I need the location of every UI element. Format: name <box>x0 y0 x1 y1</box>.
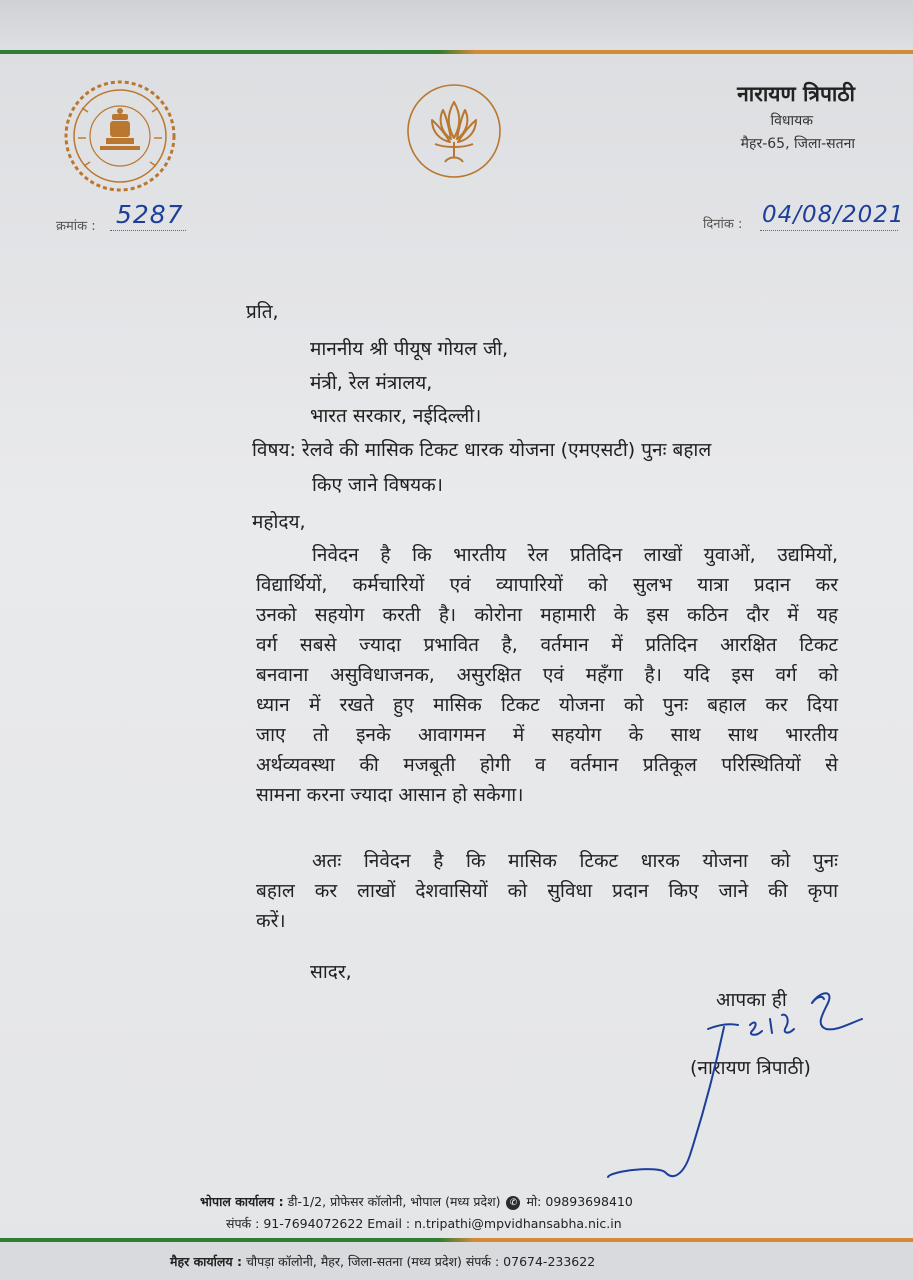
maihar-office-label: मैहर कार्यालय : <box>170 1254 242 1269</box>
paragraph-line: करें। <box>256 910 286 932</box>
subject-line-2: किए जाने विषयक। <box>312 474 443 496</box>
mla-designation: विधायक <box>770 113 813 129</box>
maihar-office-address: चौपड़ा कॉलोनी, मैहर, जिला-सतना (मध्य प्रदेश) <box>245 1254 462 1269</box>
bhopal-office-label: भोपाल कार्यालय : <box>200 1194 284 1209</box>
paragraph-line: निवेदन है कि भारतीय रेल प्रतिदिन लाखों युवाओं, उद्यमियों, <box>312 544 838 566</box>
body-paragraph-2 <box>256 846 838 936</box>
maihar-phone: 07674-233622 <box>503 1254 596 1269</box>
mla-name: नारायण त्रिपाठी <box>737 82 855 106</box>
subject-line-1: विषय: रेलवे की मासिक टिकट धारक योजना (एमएसटी) पुनः बहाल <box>252 439 712 461</box>
recipient-line-2: मंत्री, रेल मंत्रालय, <box>310 372 433 394</box>
signatory-name: (नारायण त्रिपाठी) <box>690 1057 811 1079</box>
salutation: महोदय, <box>252 511 306 533</box>
paragraph-line: उनको सहयोग करती है। कोरोना महामारी के इस कठिन दौर में यह <box>256 604 838 626</box>
body-paragraph-1 <box>256 540 838 810</box>
contact-label: संपर्क : <box>226 1216 260 1231</box>
date-label: दिनांक : <box>703 217 743 232</box>
paragraph-line: जाए तो इनके आवागमन में सहयोग के साथ साथ भारतीय <box>256 724 838 746</box>
paragraph-line: वर्ग सबसे ज्यादा प्रभावित है, वर्तमान में प्रतिदिन आरक्षित टिकट <box>256 634 838 656</box>
contact-phone: 91-7694072622 <box>263 1216 364 1231</box>
recipient-to: प्रति, <box>246 301 279 323</box>
bhopal-office-address: डी-1/2, प्रोफेसर कॉलोनी, भोपाल (मध्य प्रदेश) <box>287 1194 501 1209</box>
top-band <box>0 0 913 52</box>
reference-label: क्रमांक : <box>56 219 96 234</box>
sign-off: आपका ही <box>716 989 787 1011</box>
lotus-emblem-icon <box>405 82 503 180</box>
date-value: 04/08/2021 <box>762 202 905 228</box>
paragraph-line: अतः निवेदन है कि मासिक टिकट धारक योजना को पुनः <box>312 850 838 872</box>
reference-dotted-line <box>110 230 186 231</box>
whatsapp-icon: ✆ <box>506 1196 520 1210</box>
footer-contact <box>226 1215 622 1232</box>
closing: सादर, <box>310 961 352 983</box>
email-label: Email : <box>367 1216 411 1231</box>
recipient-line-1: माननीय श्री पीयूष गोयल जी, <box>310 338 509 360</box>
paragraph-line: बनवाना असुविधाजनक, असुरक्षित एवं महँगा है। यदि इस वर्ग को <box>256 664 838 686</box>
paragraph-line: सामना करना ज्यादा आसान हो सकेगा। <box>256 784 524 806</box>
footer-bhopal-office <box>200 1193 633 1210</box>
recipient-line-3: भारत सरकार, नईदिल्ली। <box>310 405 482 427</box>
mobile-number: 09893698410 <box>545 1194 633 1209</box>
paragraph-line: विद्यार्थियों, कर्मचारियों एवं व्यापारियों को सुलभ यात्रा प्रदान कर <box>256 574 838 596</box>
paragraph-line: अर्थव्यवस्था की मजबूती होगी व वर्तमान प्रतिकूल परिस्थितियों से <box>256 754 838 776</box>
paragraph-line: ध्यान में रखते हुए मासिक टिकट योजना को पुनः बहाल कर दिया <box>256 694 838 716</box>
reference-number: 5287 <box>116 200 184 229</box>
mobile-label: मो: <box>526 1194 542 1209</box>
paragraph-line: बहाल कर लाखों देशवासियों को सुविधा प्रदान किए जाने की कृपा <box>256 880 838 902</box>
footer-maihar-office <box>170 1253 595 1270</box>
handwritten-signature <box>600 985 880 1195</box>
mp-vidhan-sabha-seal-icon <box>62 78 178 194</box>
date-dotted-line <box>760 230 898 231</box>
top-rule <box>0 50 913 54</box>
mla-constituency: मैहर-65, जिला-सतना <box>740 136 855 152</box>
maihar-contact-label: संपर्क : <box>465 1254 500 1269</box>
email-address[interactable]: n.tripathi@mpvidhansabha.nic.in <box>414 1216 622 1231</box>
